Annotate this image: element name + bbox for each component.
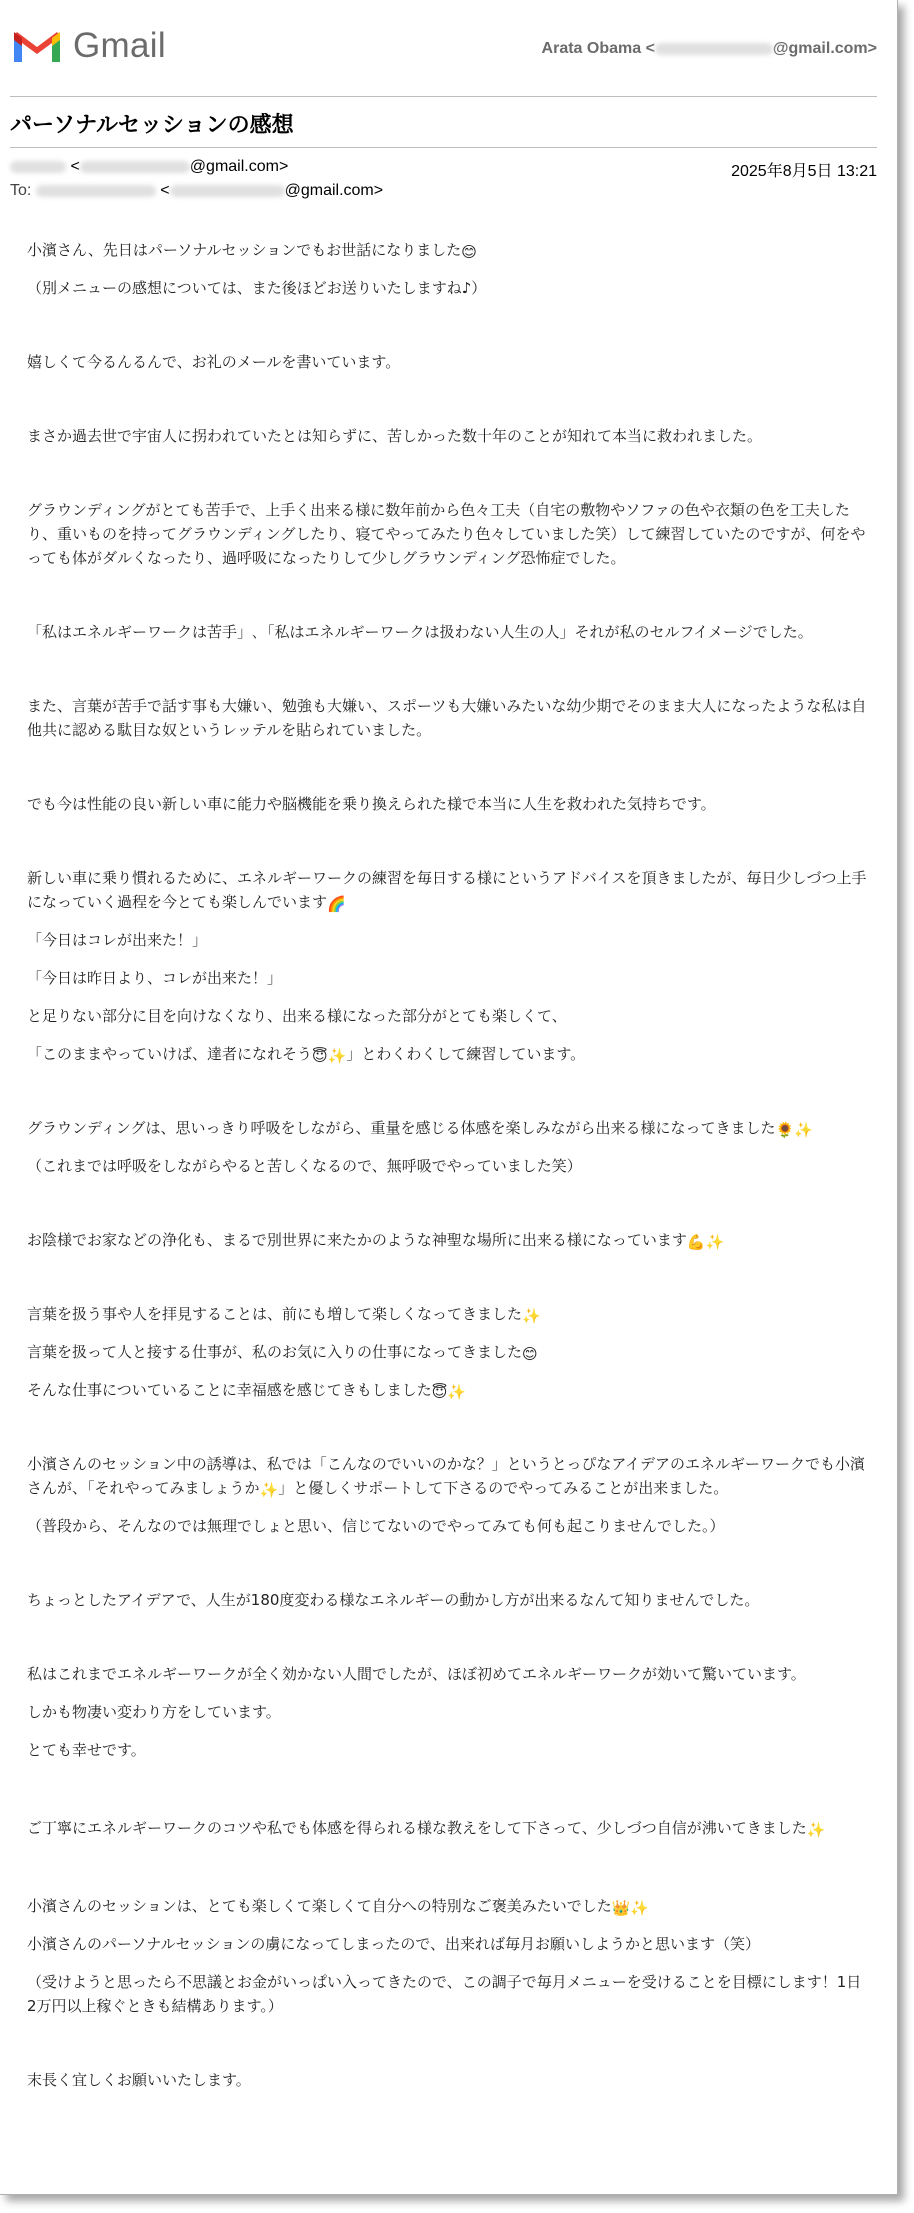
body-paragraph: [27, 1154, 867, 1178]
emoji-icon: 😇✨: [312, 1047, 347, 1065]
body-paragraph: [27, 866, 867, 914]
body-paragraph: [27, 928, 867, 952]
body-paragraph: [27, 1738, 867, 1762]
paragraph-text: 言葉を扱って人と接する仕事が、私のお気に入りの仕事になってきました: [27, 1343, 523, 1361]
account-info: [542, 40, 877, 58]
body-paragraph: [27, 1894, 867, 1918]
emoji-icon: ✨: [806, 1821, 826, 1839]
emoji-icon: 🌈: [327, 895, 346, 913]
paragraph-text: （普段から、そんなのでは無理でしょと思い、信じてないのでやってみても何も起こりませんでした。）: [27, 1517, 725, 1535]
paragraph-text: グラウンディングは、思いっきり呼吸をしながら、重量を感じる体感を楽しみながら出来る様になってきました: [27, 1119, 776, 1137]
account-email-open: <: [645, 40, 655, 57]
body-paragraph: [27, 620, 867, 644]
body-paragraph: [27, 1662, 867, 1686]
body-paragraph: [27, 350, 867, 374]
body-paragraph: [27, 276, 867, 300]
body-paragraph: [27, 1932, 867, 1956]
paragraph-text: ちょっとしたアイデアで、人生が180度変わる様なエネルギーの動かし方が出来るなんて知りませんでした。: [27, 1591, 760, 1609]
paragraph-text: グラウンディングがとても苦手で、上手く出来る様に数年前から色々工夫（自宅の敷物やソファの色や衣類の色を工夫したり、重いものを持ってグラウンディングしたり、寝てやってみたり色々していました笑）して練習していたのですが、何をやっても体がダルくなったり、過呼吸になったりして少しグラウンディング恐怖症でした。: [27, 501, 866, 567]
paragraph-text: （これまでは呼吸をしながらやると苦しくなるので、無呼吸でやっていました笑）: [27, 1157, 582, 1175]
redacted-email: [655, 43, 773, 55]
emoji-icon: 🌻✨: [775, 1121, 813, 1139]
paragraph-text-after: 」とわくわくして練習しています。: [346, 1045, 586, 1063]
emoji-icon: 😊: [522, 1345, 538, 1363]
paragraph-text: でも今は性能の良い新しい車に能力や脳機能を乗り換えられた様で本当に人生を救われた気持ちです。: [27, 795, 716, 813]
paragraph-text: 新しい車に乗り慣れるために、エネルギーワークの練習を毎日する様にというアドバイスを頂きましたが、毎日少しづつ上手になっていく過程を今とても楽しんでいます: [27, 869, 867, 911]
body-paragraph: [27, 1588, 867, 1612]
paragraph-text: 「今日は昨日より、コレが出来た！」: [27, 969, 283, 987]
paragraph-text: ご丁寧にエネルギーワークのコツや私でも体感を得られる様な教えをして下さって、少しづつ自信が沸いてきました: [27, 1819, 807, 1837]
body-paragraph: [27, 1042, 867, 1066]
body-paragraph: [27, 1816, 867, 1840]
paragraph-text: 言葉を扱う事や人を拝見することは、前にも増して楽しくなってきました: [27, 1305, 523, 1323]
paragraph-text: 末長く宜しくお願いいたします。: [27, 2071, 251, 2089]
account-email-suffix: @gmail.com>: [772, 40, 877, 57]
emoji-icon: 😇✨: [431, 1383, 467, 1401]
redacted-sender-name: [10, 161, 66, 173]
paragraph-text: まさか過去世で宇宙人に拐われていたとは知らずに、苦しかった数十年のことが知れて本当に救われました。: [27, 427, 763, 445]
body-paragraph: [27, 1700, 867, 1724]
emoji-icon: 👑✨: [611, 1899, 650, 1917]
gmail-logo-icon: [10, 26, 64, 66]
body-paragraph: [27, 1228, 867, 1252]
body-paragraph: [27, 2068, 867, 2092]
paragraph-text: とても幸せです。: [27, 1741, 146, 1759]
redacted-sender-email: [80, 161, 190, 173]
paragraph-text: そんな仕事についていることに幸福感を感じてきもしました: [27, 1381, 432, 1399]
divider: [10, 96, 877, 97]
redacted-recipient-name: [36, 185, 156, 197]
divider: [10, 147, 877, 148]
from-email-suffix: @gmail.com>: [189, 158, 289, 175]
emoji-icon: 💪✨: [686, 1233, 725, 1251]
paragraph-text: お陰様でお家などの浄化も、まるで別世界に来たかのような神聖な場所に出来る様になっています: [27, 1231, 687, 1249]
paragraph-text: また、言葉が苦手で話す事も大嫌い、勉強も大嫌い、スポーツも大嫌いみたいな幼少期でそのまま大人になったような私は自他共に認める駄目な奴というレッテルを貼られていました。: [27, 697, 867, 739]
body-paragraph: [27, 1452, 867, 1500]
body-paragraph: [27, 966, 867, 990]
emoji-icon: ✨: [522, 1307, 541, 1325]
body-paragraph: [27, 1004, 867, 1028]
body-paragraph: [27, 1340, 867, 1364]
gmail-header: [10, 24, 877, 74]
email-date: 2025年8月5日 13:21: [731, 163, 877, 180]
paragraph-text: しかも物凄い変わり方をしています。: [27, 1703, 281, 1721]
paragraph-text: 「今日はコレが出来た！」: [27, 931, 208, 949]
paragraph-text: （別メニューの感想については、また後ほどお送りいたしますね♪）: [27, 279, 487, 297]
to-email-suffix: @gmail.com>: [284, 182, 384, 199]
paragraph-text: 小濱さん、先日はパーソナルセッションでもお世話になりました: [27, 241, 462, 259]
paragraph-text: 嬉しくて今るんるんで、お礼のメールを書いています。: [27, 353, 401, 371]
body-paragraph: [27, 694, 867, 742]
paragraph-text: 「私はエネルギーワークは苦手」､「私はエネルギーワークは扱わない人生の人」それが私のセルフイメージでした。: [27, 623, 813, 641]
paragraph-text: 小濱さんのセッション中の誘導は、私では「こんなのでいいのかな？」というとっぴなアイデアのエネルギーワークでも小濱さんが、「それやってみましょうか: [27, 1455, 866, 1497]
account-name: Arata Obama: [541, 40, 642, 57]
body-paragraph: [27, 498, 867, 570]
email-to: To: < @gmail.com>: [10, 182, 384, 199]
body-paragraph: [27, 1970, 867, 2018]
paragraph-text: 「このままやっていけば、達者になれそう: [27, 1045, 313, 1063]
paragraph-text: （受けようと思ったら不思議とお金がいっぱい入ってきたので、この調子で毎月メニューを受けることを目標にします！1日2万円以上稼ぐときも結構あります。）: [27, 1973, 862, 2015]
paragraph-text: 小濱さんのパーソナルセッションの虜になってしまったので、出来れば毎月お願いしようかと思います（笑）: [27, 1935, 761, 1953]
emoji-icon: 😊: [461, 243, 477, 261]
body-paragraph: [27, 424, 867, 448]
paragraph-text: 私はこれまでエネルギーワークが全く効かない人間でしたが、ほぼ初めてエネルギーワークが効いて驚いています。: [27, 1665, 806, 1683]
gmail-wordmark: Gmail: [73, 26, 166, 65]
body-paragraph: [27, 1514, 867, 1538]
paragraph-text-after: 」と優しくサポートして下さるのでやってみることが出来ました。: [278, 1479, 729, 1497]
body-paragraph: [27, 1378, 867, 1402]
paragraph-text: 小濱さんのセッションは、とても楽しくて楽しくて自分への特別なご褒美みたいでした: [27, 1897, 612, 1915]
body-paragraph: [27, 1116, 867, 1140]
email-from: < @gmail.com>: [10, 158, 288, 176]
paragraph-text: と足りない部分に目を向けなくなり、出来る様になった部分がとても楽しくて、: [27, 1007, 567, 1025]
email-body: [27, 238, 867, 2092]
emoji-icon: ✨: [259, 1481, 279, 1499]
email-subject: パーソナルセッションの感想: [10, 113, 294, 138]
redacted-recipient-email: [170, 185, 285, 197]
body-paragraph: [27, 792, 867, 816]
body-paragraph: [27, 238, 867, 262]
body-paragraph: [27, 1302, 867, 1326]
to-label: To:: [10, 182, 32, 199]
